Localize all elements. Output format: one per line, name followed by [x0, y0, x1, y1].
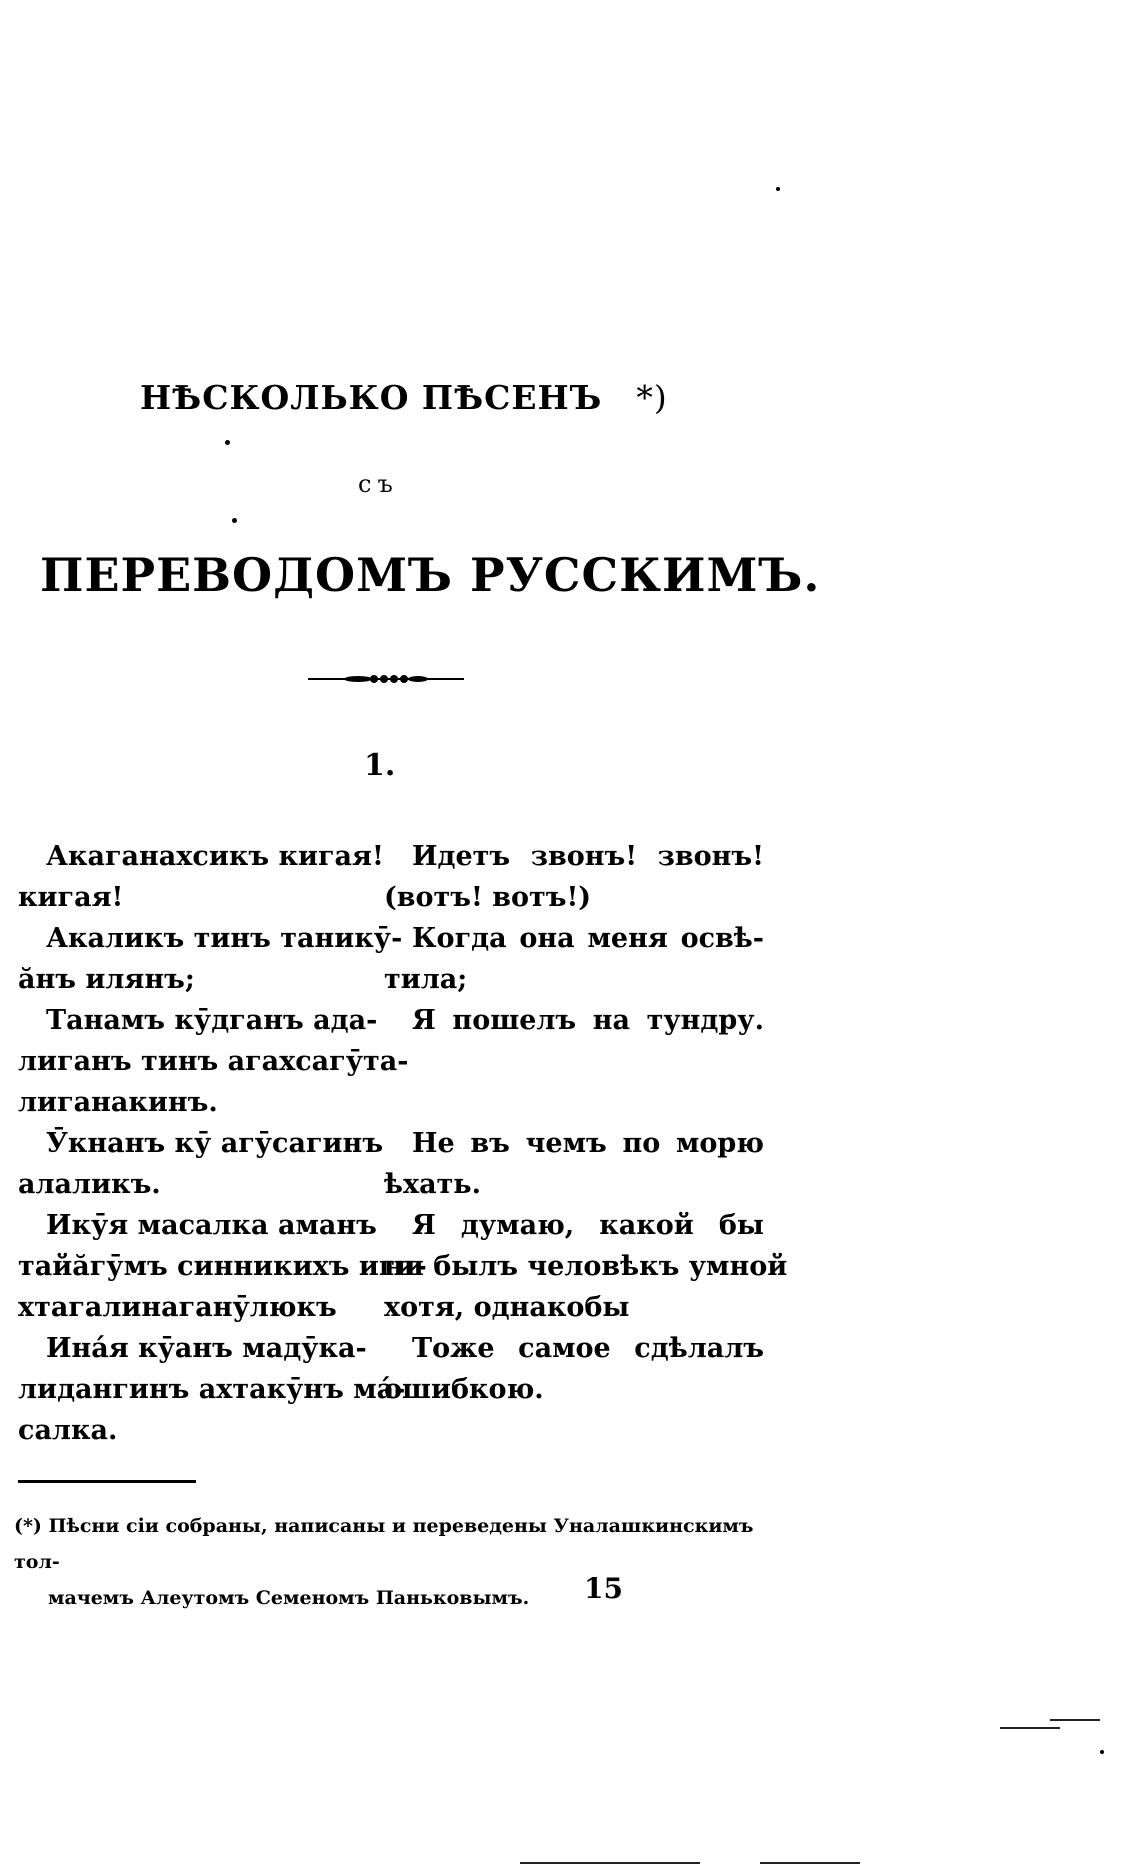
original-line: тайӑгӯмъ синникихъ иги- [18, 1251, 427, 1282]
original-line: Ӯкнанъ кӯ агӯсагинъ [46, 1128, 384, 1159]
original-line: лиганъ тинъ агахсагӯта- [18, 1046, 409, 1077]
translation-line: Я думаю, какой бы [412, 1210, 764, 1241]
song-number: 1. [364, 748, 396, 783]
page-number: 15 [584, 1572, 623, 1605]
original-line: ӑнъ илянъ; [18, 964, 195, 995]
footnote [14, 1508, 776, 1616]
original-line: алаликъ. [18, 1169, 161, 1200]
scan-smudge [760, 1862, 860, 1864]
footnote-line-2: мачемъ Алеутомъ Семеномъ Паньковымъ. [48, 1587, 530, 1609]
original-line: Танамъ кӯдганъ ада- [46, 1005, 378, 1036]
title-line-2: ПЕРЕВОДОМЪ РУССКИМЪ. [40, 548, 821, 602]
blank-line [384, 1041, 764, 1082]
original-line: лидангинъ ахтакӯнъ мá- [18, 1374, 406, 1405]
title-text: НѢСКОЛЬКО ПѢСЕНЪ [140, 378, 603, 417]
translation-line: Тоже самое сдѣлалъ [412, 1333, 764, 1364]
footnote-rule [18, 1480, 196, 1483]
translation-line: Идетъ звонъ! звонъ! [412, 841, 764, 872]
blank-line [384, 1082, 764, 1123]
original-line: Акаликъ тинъ таникӯ- [46, 923, 403, 954]
translation-line: Не въ чемъ по морю [412, 1128, 764, 1159]
title-line-1 [140, 378, 668, 417]
original-line: салка. [18, 1415, 118, 1446]
scan-speck [225, 440, 230, 445]
preposition: съ [358, 470, 399, 498]
translation-line: ѣхать. [384, 1169, 482, 1200]
translation-line: (вотъ! вотъ!) [384, 882, 592, 913]
original-line: Икӯя масалка аманъ [46, 1210, 377, 1241]
original-line: Акаганахсикъ кигая! [46, 841, 384, 872]
scan-speck [232, 518, 237, 523]
scan-smudge [1050, 1719, 1100, 1721]
scan-speck [1100, 1750, 1104, 1754]
ornament-divider [308, 670, 464, 688]
translation-line: тила; [384, 964, 468, 995]
footnote-line-1: (*) Пѣсни сiи собраны, написаны и переведены Уналашкинскимъ тол- [14, 1515, 754, 1573]
original-line: хтагалинаганӯлюкъ [18, 1292, 337, 1323]
scan-speck [776, 187, 780, 191]
scan-smudge [1000, 1727, 1060, 1729]
original-line: Инáя кӯанъ мадӯка- [46, 1333, 367, 1364]
translation-line: ошибкою. [384, 1374, 544, 1405]
scan-smudge [520, 1862, 700, 1864]
translation-column [384, 836, 788, 1410]
translation-line: Когда она меня освѣ- [412, 923, 764, 954]
original-line: кигая! [18, 882, 124, 913]
translation-line: ни былъ человѣкъ умной [384, 1251, 788, 1282]
translation-line: Я пошелъ на тундру. [412, 1005, 764, 1036]
translation-line: хотя, однакобы [384, 1292, 630, 1323]
footnote-mark: *) [636, 378, 668, 417]
original-line: лиганакинъ. [18, 1087, 218, 1118]
